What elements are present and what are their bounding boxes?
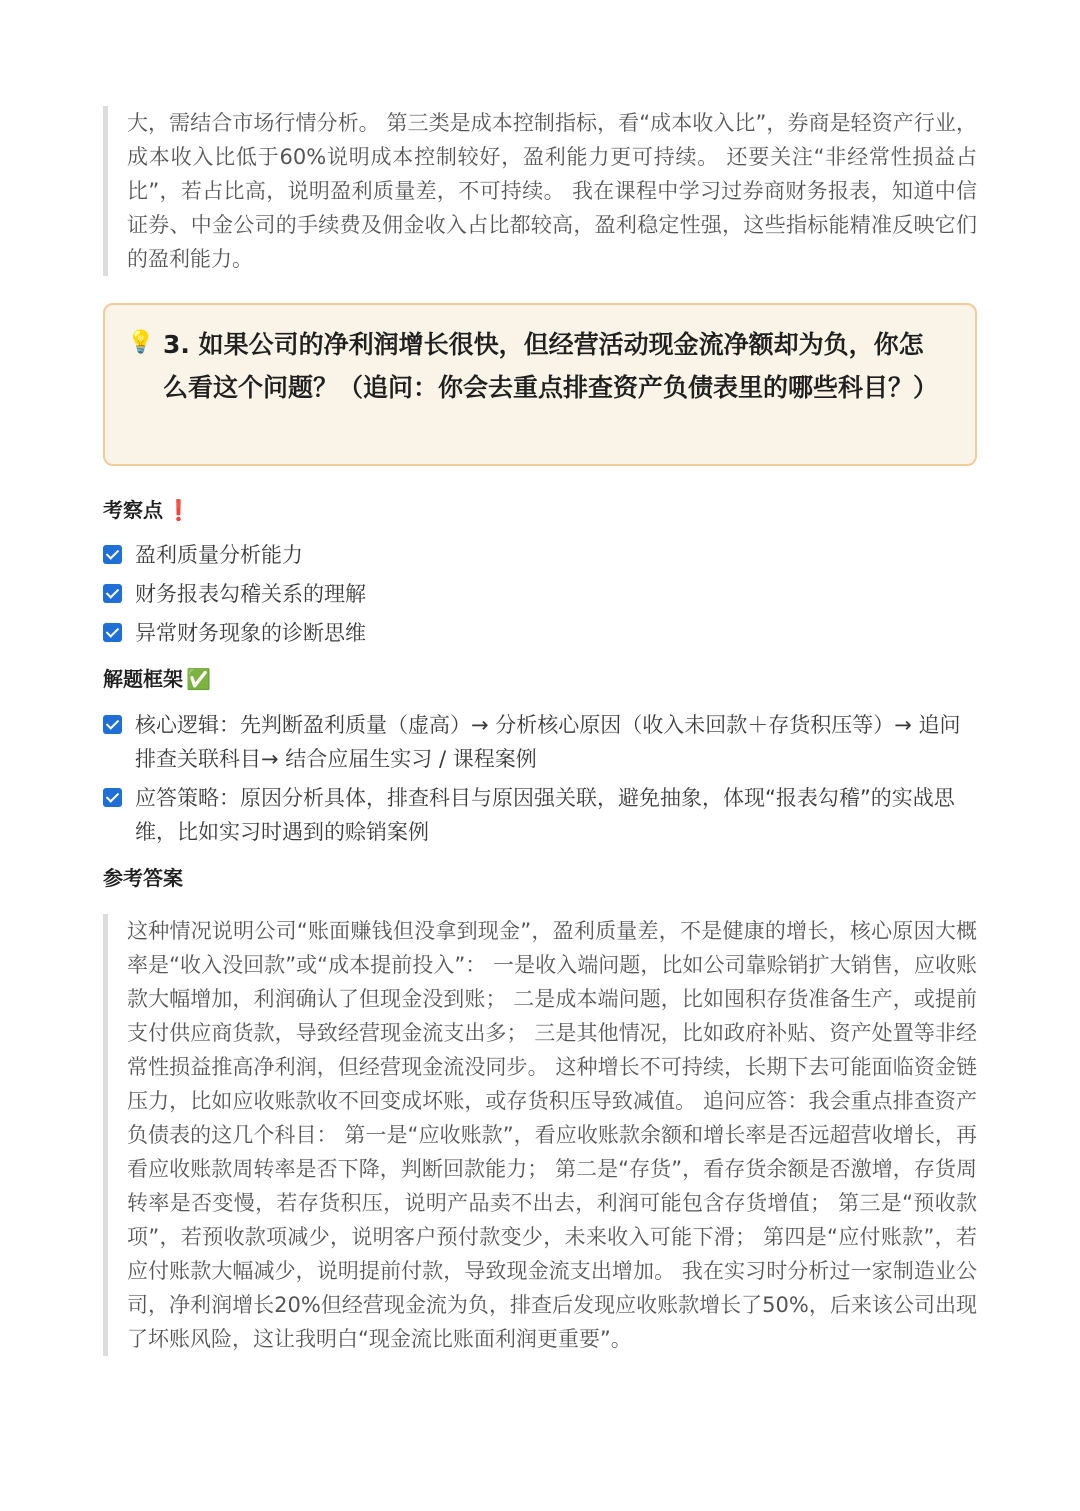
exam-point-text: 财务报表勾稽关系的理解 bbox=[135, 582, 366, 606]
list-item bbox=[103, 538, 963, 572]
framework-list bbox=[103, 708, 963, 854]
exam-point-text: 异常财务现象的诊断思维 bbox=[135, 621, 366, 645]
exam-points-heading bbox=[103, 495, 191, 525]
exam-points-heading-text: 考察点 bbox=[103, 498, 163, 522]
checked-checkbox-icon[interactable] bbox=[103, 715, 122, 734]
list-item bbox=[103, 577, 963, 611]
top-quote-block bbox=[103, 106, 977, 276]
framework-heading-text: 解题框架 bbox=[103, 667, 183, 691]
exam-points-list bbox=[103, 538, 963, 655]
checked-checkbox-icon[interactable] bbox=[103, 788, 122, 807]
framework-item-text: 应答策略：原因分析具体，排查科目与原因强关联，避免抽象，体现“报表勾稽”的实战思维，比如实习时遇到的赊销案例 bbox=[135, 786, 955, 844]
checked-checkbox-icon[interactable] bbox=[103, 545, 122, 564]
exam-point-text: 盈利质量分析能力 bbox=[135, 543, 303, 567]
framework-item-text: 核心逻辑：先判断盈利质量（虚高）→ 分析核心原因（收入未回款＋存货积压等）→ 追问排查关联科目→ 结合应届生实习 / 课程案例 bbox=[135, 713, 961, 771]
framework-heading bbox=[103, 664, 211, 694]
list-item bbox=[103, 708, 963, 776]
answer-heading: 参考答案 bbox=[103, 866, 183, 890]
exclamation-icon: ❗ bbox=[166, 498, 191, 522]
checked-checkbox-icon[interactable] bbox=[103, 623, 122, 642]
checked-checkbox-icon[interactable] bbox=[103, 584, 122, 603]
list-item bbox=[103, 616, 963, 650]
lightbulb-icon: 💡 bbox=[127, 330, 155, 355]
top-quote-text: 大，需结合市场行情分析。 第三类是成本控制指标，看“成本收入比”，券商是轻资产行业，成本收入比低于60%说明成本控制较好，盈利能力更可持续。 还要关注“非经常性损益占比”，若占比高，说明盈利质量差，不可持续。 我在课程中学习过券商财务报表，知道中信证券、中金公司的手续费及佣金收入占比都较高，盈利稳定性强，这些指标能精准反映它们的盈利能力。 bbox=[127, 111, 977, 271]
list-item bbox=[103, 781, 963, 849]
check-mark-icon: ✅ bbox=[186, 667, 211, 691]
question-title: 3. 如果公司的净利润增长很快，但经营活动现金流净额却为负，你怎么看这个问题？（追问：你会去重点排查资产负债表里的哪些科目？） bbox=[163, 330, 939, 402]
question-callout bbox=[103, 303, 977, 466]
answer-text: 这种情况说明公司“账面赚钱但没拿到现金”，盈利质量差，不是健康的增长，核心原因大概率是“收入没回款”或“成本提前投入”： 一是收入端问题，比如公司靠赊销扩大销售，应收账款大幅增加，利润确认了但现金没到账； 二是成本端问题，比如囤积存货准备生产，或提前支付供应商货款，导致经营现金流支出多； 三是其他情况，比如政府补贴、资产处置等非经常性损益推高净利润，但经营现金流没同步。 这种增长不可持续，长期下去可能面临资金链压力，比如应收账款收不回变成坏账，或存货积压导致减值。 追问应答：我会重点排查资产负债表的这几个科目： 第一是“应收账款”，看应收账款余额和增长率是否远超营收增长，再看应收账款周转率是否下降，判断回款能力； 第二是“存货”，看存货余额是否激增，存货周转率是否变慢，若存货积压，说明产品卖不出去，利润可能包含存货增值； 第三是“预收款项”，若预收款项减少，说明客户预付款变少，未来收入可能下滑； 第四是“应付账款”，若应付账款大幅减少，说明提前付款，导致现金流支出增加。 我在实习时分析过一家制造业公司，净利润增长20%但经营现金流为负，排查后发现应收账款增长了50%，后来该公司出现了坏账风险，这让我明白“现金流比账面利润更重要”。 bbox=[127, 919, 977, 1351]
answer-quote-block bbox=[103, 914, 977, 1356]
